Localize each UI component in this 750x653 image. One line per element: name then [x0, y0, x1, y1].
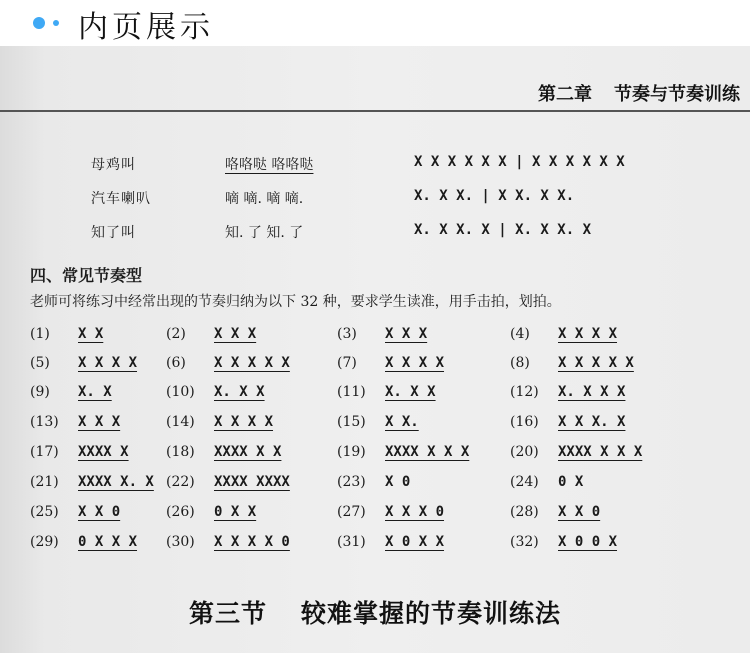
section-title: 四、常见节奏型 [30, 266, 143, 285]
example-words: 咯咯哒 咯咯哒 [225, 157, 314, 173]
pattern-item [166, 414, 273, 442]
pattern-number: (26) [166, 504, 195, 520]
chapter-heading [538, 80, 740, 106]
pattern-rhythm: X X X X [214, 414, 274, 430]
pattern-item [510, 355, 634, 383]
pattern-number: (19) [337, 444, 366, 460]
pattern-item [337, 474, 410, 502]
pattern-rhythm: X X 0 [558, 504, 601, 520]
section-number: 第三节 [188, 599, 267, 628]
pattern-rhythm: X. X X X [558, 384, 626, 400]
pattern-number: (13) [30, 414, 59, 430]
pattern-item [510, 444, 642, 472]
pattern-item [166, 504, 256, 532]
pattern-rhythm: X X X X [78, 355, 138, 371]
pattern-item [337, 355, 444, 383]
pattern-rhythm: X X X X 0 [214, 534, 290, 550]
pattern-item [510, 326, 617, 354]
pattern-number: (9) [30, 384, 50, 400]
pattern-number: (20) [510, 444, 539, 460]
pattern-item [166, 534, 290, 562]
header-title: 内页展示 [78, 10, 214, 45]
pattern-rhythm: X. X X [385, 384, 436, 400]
pattern-rhythm: 0 X X [214, 504, 257, 520]
pattern-rhythm: X X X X [385, 355, 445, 371]
pattern-number: (22) [166, 474, 195, 490]
pattern-number: (15) [337, 414, 366, 430]
pattern-rhythm: X. X X [214, 384, 265, 400]
pattern-number: (30) [166, 534, 195, 550]
pattern-number: (3) [337, 326, 357, 342]
chapter-number: 第二章 [538, 84, 592, 105]
pattern-item [510, 384, 625, 412]
pattern-rhythm: X X X [385, 326, 428, 342]
example-words: 嘀 嘀. 嘀 嘀. [225, 191, 304, 207]
pattern-rhythm: X X 0 [78, 504, 121, 520]
pattern-item [337, 414, 419, 442]
pattern-rhythm: XXXX X X X [558, 444, 643, 460]
pattern-number: (11) [337, 384, 366, 400]
pattern-item [166, 355, 290, 383]
book-page [0, 46, 750, 653]
example-row [0, 150, 750, 180]
pattern-item [30, 326, 103, 354]
pattern-rhythm: X 0 [385, 474, 411, 490]
pattern-rhythm: X 0 0 X [558, 534, 618, 550]
pattern-number: (7) [337, 355, 357, 371]
bullet-dot-icon [33, 17, 45, 29]
pattern-item [337, 534, 444, 562]
pattern-number: (6) [166, 355, 186, 371]
pattern-rhythm: X X X [78, 414, 121, 430]
pattern-rhythm: XXXX XXXX [214, 474, 290, 490]
pattern-number: (8) [510, 355, 530, 371]
pattern-item [510, 534, 617, 562]
example-notes: X. X X. | X X. X X. [414, 188, 575, 204]
pattern-rhythm: X X X 0 [385, 504, 445, 520]
pattern-rhythm: 0 X [558, 474, 584, 490]
pattern-number: (12) [510, 384, 539, 400]
pattern-number: (28) [510, 504, 539, 520]
example-row [0, 218, 750, 248]
pattern-rhythm: X X X [214, 326, 257, 342]
pattern-number: (17) [30, 444, 59, 460]
pattern-number: (21) [30, 474, 59, 490]
pattern-number: (10) [166, 384, 195, 400]
pattern-rhythm: X X X. X [558, 414, 626, 430]
example-label: 母鸡叫 [91, 157, 136, 173]
pattern-rhythm: X 0 X X [385, 534, 445, 550]
pattern-number: (32) [510, 534, 539, 550]
pattern-number: (5) [30, 355, 50, 371]
chapter-rule [0, 110, 750, 112]
pattern-number: (23) [337, 474, 366, 490]
example-row [0, 184, 750, 214]
pattern-number: (27) [337, 504, 366, 520]
pattern-rhythm: XXXX X X [214, 444, 282, 460]
pattern-item [166, 384, 265, 412]
pattern-number: (14) [166, 414, 195, 430]
pattern-number: (18) [166, 444, 195, 460]
pattern-item [30, 444, 129, 472]
pattern-item [337, 384, 436, 412]
pattern-item [337, 504, 444, 532]
pattern-item [510, 414, 625, 442]
pattern-item [337, 326, 427, 354]
pattern-item [166, 444, 281, 472]
pattern-number: (16) [510, 414, 539, 430]
pattern-item [166, 474, 290, 502]
pattern-number: (25) [30, 504, 59, 520]
pattern-rhythm: X. X [78, 384, 112, 400]
pattern-item [166, 326, 256, 354]
pattern-item [30, 474, 154, 502]
pattern-number: (2) [166, 326, 186, 342]
section-name: 较难掌握的节奏训练法 [301, 599, 562, 628]
example-label: 汽车喇叭 [91, 191, 151, 207]
pattern-item [510, 504, 600, 532]
section-big-title [0, 594, 750, 630]
pattern-rhythm: XXXX X X X [385, 444, 470, 460]
pattern-rhythm: X X X X X [214, 355, 290, 371]
pattern-rhythm: X X [78, 326, 104, 342]
example-notes: X X X X X X | X X X X X X [414, 154, 625, 170]
pattern-item [30, 534, 137, 562]
pattern-number: (4) [510, 326, 530, 342]
pattern-item [30, 504, 120, 532]
bullet-dot-small-icon [53, 20, 59, 26]
pattern-rhythm: X X X X [558, 326, 618, 342]
pattern-number: (1) [30, 326, 50, 342]
header-band [0, 0, 750, 46]
example-notes: X. X X. X | X. X X. X [414, 222, 592, 238]
pattern-rhythm: X X. [385, 414, 419, 430]
intro-text: 老师可将练习中经常出现的节奏归纳为以下 32 种，要求学生读准，用手击拍，划拍。 [30, 294, 561, 310]
pattern-item [510, 474, 583, 502]
pattern-item [30, 384, 112, 412]
pattern-number: (24) [510, 474, 539, 490]
pattern-item [337, 444, 469, 472]
example-words: 知. 了 知. 了 [225, 225, 304, 241]
pattern-rhythm: XXXX X [78, 444, 129, 460]
pattern-item [30, 414, 120, 442]
pattern-rhythm: 0 X X X [78, 534, 138, 550]
chapter-name: 节奏与节奏训练 [614, 84, 740, 105]
pattern-rhythm: XXXX X. X [78, 474, 154, 490]
pattern-number: (31) [337, 534, 366, 550]
pattern-rhythm: X X X X X [558, 355, 634, 371]
pattern-number: (29) [30, 534, 59, 550]
example-label: 知了叫 [91, 225, 136, 241]
pattern-item [30, 355, 137, 383]
